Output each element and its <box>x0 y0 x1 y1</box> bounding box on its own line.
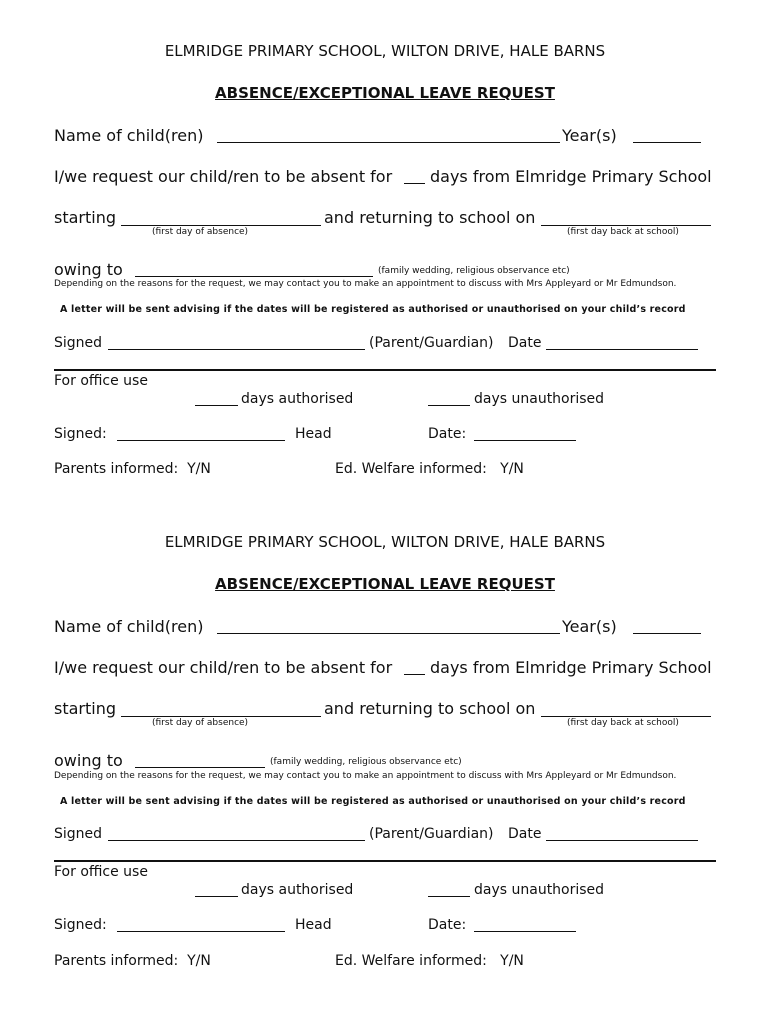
name-label: Name of child(ren) <box>54 126 204 145</box>
back-day-hint: (first day back at school) <box>567 227 679 237</box>
reason-field[interactable] <box>135 276 373 277</box>
start-date-field[interactable] <box>121 716 321 717</box>
leave-request-form-1 <box>0 0 770 477</box>
parent-guardian-label: (Parent/Guardian) <box>369 826 494 842</box>
request-text-post: days from Elmridge Primary School <box>430 167 712 186</box>
date-label: Date <box>508 335 542 351</box>
days-authorised-field[interactable] <box>195 405 238 406</box>
parent-date-field[interactable] <box>546 840 698 841</box>
office-signed-label: Signed: <box>54 426 107 442</box>
returning-label: and returning to school on <box>324 208 536 227</box>
head-signature-field[interactable] <box>117 931 285 932</box>
office-date-field[interactable] <box>474 931 576 932</box>
back-day-hint: (first day back at school) <box>567 718 679 728</box>
days-authorised-label: days authorised <box>241 391 354 407</box>
head-label: Head <box>295 426 332 442</box>
return-date-field[interactable] <box>541 716 711 717</box>
starting-label: starting <box>54 208 117 227</box>
school-heading: ELMRIDGE PRIMARY SCHOOL, WILTON DRIVE, HALE BARNS <box>164 533 606 551</box>
starting-label: starting <box>54 699 117 718</box>
office-use-label: For office use <box>54 864 148 880</box>
first-day-hint: (first day of absence) <box>152 227 249 237</box>
child-name-field[interactable] <box>217 142 560 143</box>
owing-label: owing to <box>54 751 123 770</box>
year-field[interactable] <box>633 142 701 143</box>
days-authorised-label: days authorised <box>241 882 354 898</box>
reason-field[interactable] <box>135 767 265 768</box>
form-title: ABSENCE/EXCEPTIONAL LEAVE REQUEST <box>215 84 555 102</box>
office-date-label: Date: <box>428 917 467 933</box>
owing-hint: (family wedding, religious observance etc) <box>378 266 570 276</box>
year-field[interactable] <box>633 633 701 634</box>
signed-label: Signed <box>54 826 103 842</box>
days-count-field[interactable] <box>404 674 425 675</box>
parent-guardian-label: (Parent/Guardian) <box>369 335 494 351</box>
start-date-field[interactable] <box>121 225 321 226</box>
head-label: Head <box>295 917 332 933</box>
days-authorised-field[interactable] <box>195 896 238 897</box>
signed-label: Signed <box>54 335 103 351</box>
owing-hint: (family wedding, religious observance etc) <box>270 757 462 767</box>
school-heading: ELMRIDGE PRIMARY SCHOOL, WILTON DRIVE, HALE BARNS <box>164 42 606 60</box>
leave-request-form-2 <box>0 491 770 969</box>
office-date-label: Date: <box>428 426 467 442</box>
days-unauthorised-label: days unauthorised <box>474 882 605 898</box>
letter-notice: A letter will be sent advising if the dates will be registered as authorised or unauthorised on your child’s record <box>60 304 686 315</box>
child-name-field[interactable] <box>217 633 560 634</box>
office-divider <box>54 369 716 371</box>
days-unauthorised-field[interactable] <box>428 405 470 406</box>
days-unauthorised-label: days unauthorised <box>474 391 605 407</box>
office-date-field[interactable] <box>474 440 576 441</box>
contact-note: Depending on the reasons for the request, we may contact you to make an appointment to discuss with Mrs Appleyard or Mr Edmundson. <box>54 771 677 781</box>
office-use-label: For office use <box>54 373 148 389</box>
ed-welfare-informed: Ed. Welfare informed: Y/N <box>335 953 524 969</box>
name-label: Name of child(ren) <box>54 617 204 636</box>
year-label: Year(s) <box>562 126 617 145</box>
ed-welfare-informed: Ed. Welfare informed: Y/N <box>335 461 524 477</box>
parent-date-field[interactable] <box>546 349 698 350</box>
parent-signature-field[interactable] <box>108 840 365 841</box>
request-text-pre: I/we request our child/ren to be absent for <box>54 167 393 186</box>
office-signed-label: Signed: <box>54 917 107 933</box>
first-day-hint: (first day of absence) <box>152 718 249 728</box>
date-label: Date <box>508 826 542 842</box>
letter-notice: A letter will be sent advising if the dates will be registered as authorised or unauthorised on your child’s record <box>60 796 686 807</box>
form-title: ABSENCE/EXCEPTIONAL LEAVE REQUEST <box>215 575 555 593</box>
days-unauthorised-field[interactable] <box>428 896 470 897</box>
parent-signature-field[interactable] <box>108 349 365 350</box>
owing-label: owing to <box>54 260 123 279</box>
return-date-field[interactable] <box>541 225 711 226</box>
request-text-post: days from Elmridge Primary School <box>430 658 712 677</box>
office-divider <box>54 860 716 862</box>
returning-label: and returning to school on <box>324 699 536 718</box>
request-text-pre: I/we request our child/ren to be absent for <box>54 658 393 677</box>
head-signature-field[interactable] <box>117 440 285 441</box>
contact-note: Depending on the reasons for the request, we may contact you to make an appointment to discuss with Mrs Appleyard or Mr Edmundson. <box>54 279 677 289</box>
parents-informed: Parents informed: Y/N <box>54 953 211 969</box>
days-count-field[interactable] <box>404 183 425 184</box>
year-label: Year(s) <box>562 617 617 636</box>
parents-informed: Parents informed: Y/N <box>54 461 211 477</box>
